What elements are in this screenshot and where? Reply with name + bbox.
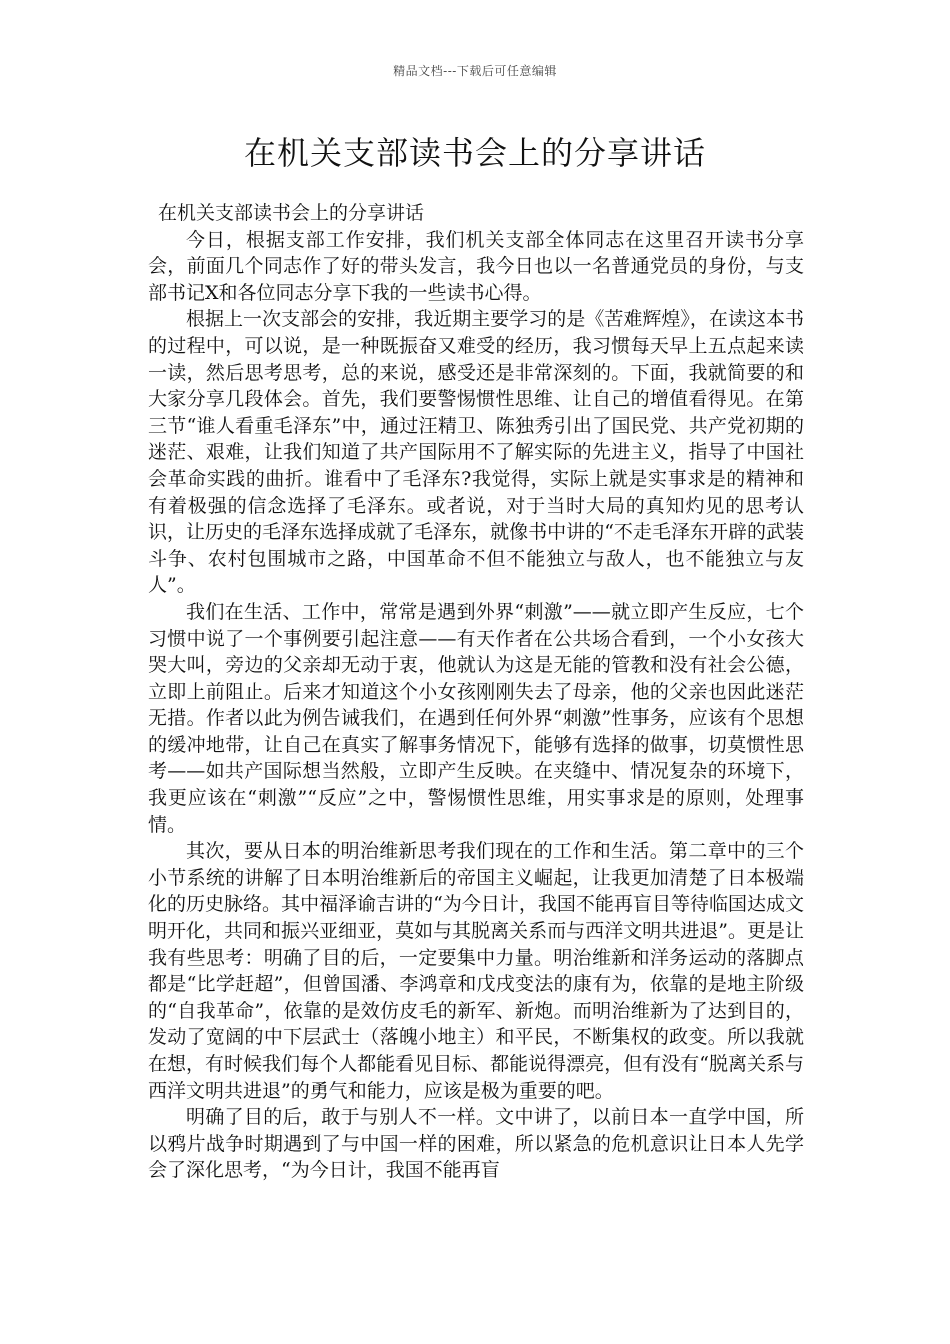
document-title: 在机关支部读书会上的分享讲话 xyxy=(243,134,706,172)
page-header-note: 精品文档---下载后可任意编辑 xyxy=(393,64,557,78)
paragraph: 明确了目的后，敢于与别人不一样。文中讲了，以前日本一直学中国，所以鸦片战争时期遇到了与中国一样的困难，所以紧急的危机意识让日本人先学会了深化思考，“为今日计，我国不能再盲 xyxy=(148,1106,804,1182)
paragraph: 根据上一次支部会的安排，我近期主要学习的是《苦难辉煌》，在读这本书的过程中，可以说，是一种既振奋又难受的经历，我习惯每天早上五点起来读一读，然后思考思考，总的来说，感受还是非常深刻的。下面，我就简要的和大家分享几段体会。首先，我们要警惕惯性思维、让自己的增值看得见。在第三节“谁人看重毛泽东”中，通过汪精卫、陈独秀引出了国民党、共产党初期的迷茫、艰难，让我们知道了共产国际用不了解实际的先进主义，指导了中国社会革命实践的曲折。谁看中了毛泽东?我觉得，实际上就是实事求是的精神和有着极强的信念选择了毛泽东。或者说，对于当时大局的真知灼见的思考认识，让历史的毛泽东选择成就了毛泽东，就像书中讲的“不走毛泽东开辟的武装斗争、农村包围城市之路，中国革命不但不能独立与敌人，也不能独立与友人”。 xyxy=(148,308,804,597)
paragraph: 我们在生活、工作中，常常是遇到外界“刺激”——就立即产生反应，七个习惯中说了一个事例要引起注意——有天作者在公共场合看到，一个小女孩大哭大叫，旁边的父亲却无动于衷，他就认为这是无能的管教和没有社会公德，立即上前阻止。后来才知道这个小女孩刚刚失去了母亲，他的父亲也因此迷茫无措。作者以此为例告诫我们，在遇到任何外界“刺激”性事务，应该有个思想的缓冲地带，让自己在真实了解事务情况下，能够有选择的做事，切莫惯性思考——如共产国际想当然般，立即产生反映。在夹缝中、情况复杂的环境下，我更应该在“刺激”“反应”之中，警惕惯性思维，用实事求是的原则，处理事情。 xyxy=(148,600,804,836)
paragraph: 其次，要从日本的明治维新思考我们现在的工作和生活。第二章中的三个小节系统的讲解了日本明治维新后的帝国主义崛起，让我更加清楚了日本极端化的历史脉络。其中福泽谕吉讲的“为今日计，我国不能再盲目等待临国达成文明开化，共同和振兴亚细亚，莫如与其脱离关系而与西洋文明共进退”。更是让我有些思考：明确了目的后，一定要集中力量。明治维新和洋务运动的落脚点都是“比学赶超”，但曾国潘、李鸿章和戊戌变法的康有为，依靠的是地主阶级的“自我革命”，依靠的是效仿皮毛的新军、新炮。而明治维新为了达到目的，发动了宽阔的中下层武士（落魄小地主）和平民，不断集权的政变。所以我就在想，有时候我们每个人都能看见目标、都能说得漂亮，但有没有“脱离关系与西洋文明共进退”的勇气和能力，应该是极为重要的吧。 xyxy=(148,840,804,1102)
document-body xyxy=(148,200,804,1184)
document-subtitle: 在机关支部读书会上的分享讲话 xyxy=(158,202,425,224)
paragraph: 今日，根据支部工作安排，我们机关支部全体同志在这里召开读书分享会，前面几个同志作了好的带头发言，我今日也以一名普通党员的身份，与支部书记X和各位同志分享下我的一些读书心得。 xyxy=(148,228,804,304)
